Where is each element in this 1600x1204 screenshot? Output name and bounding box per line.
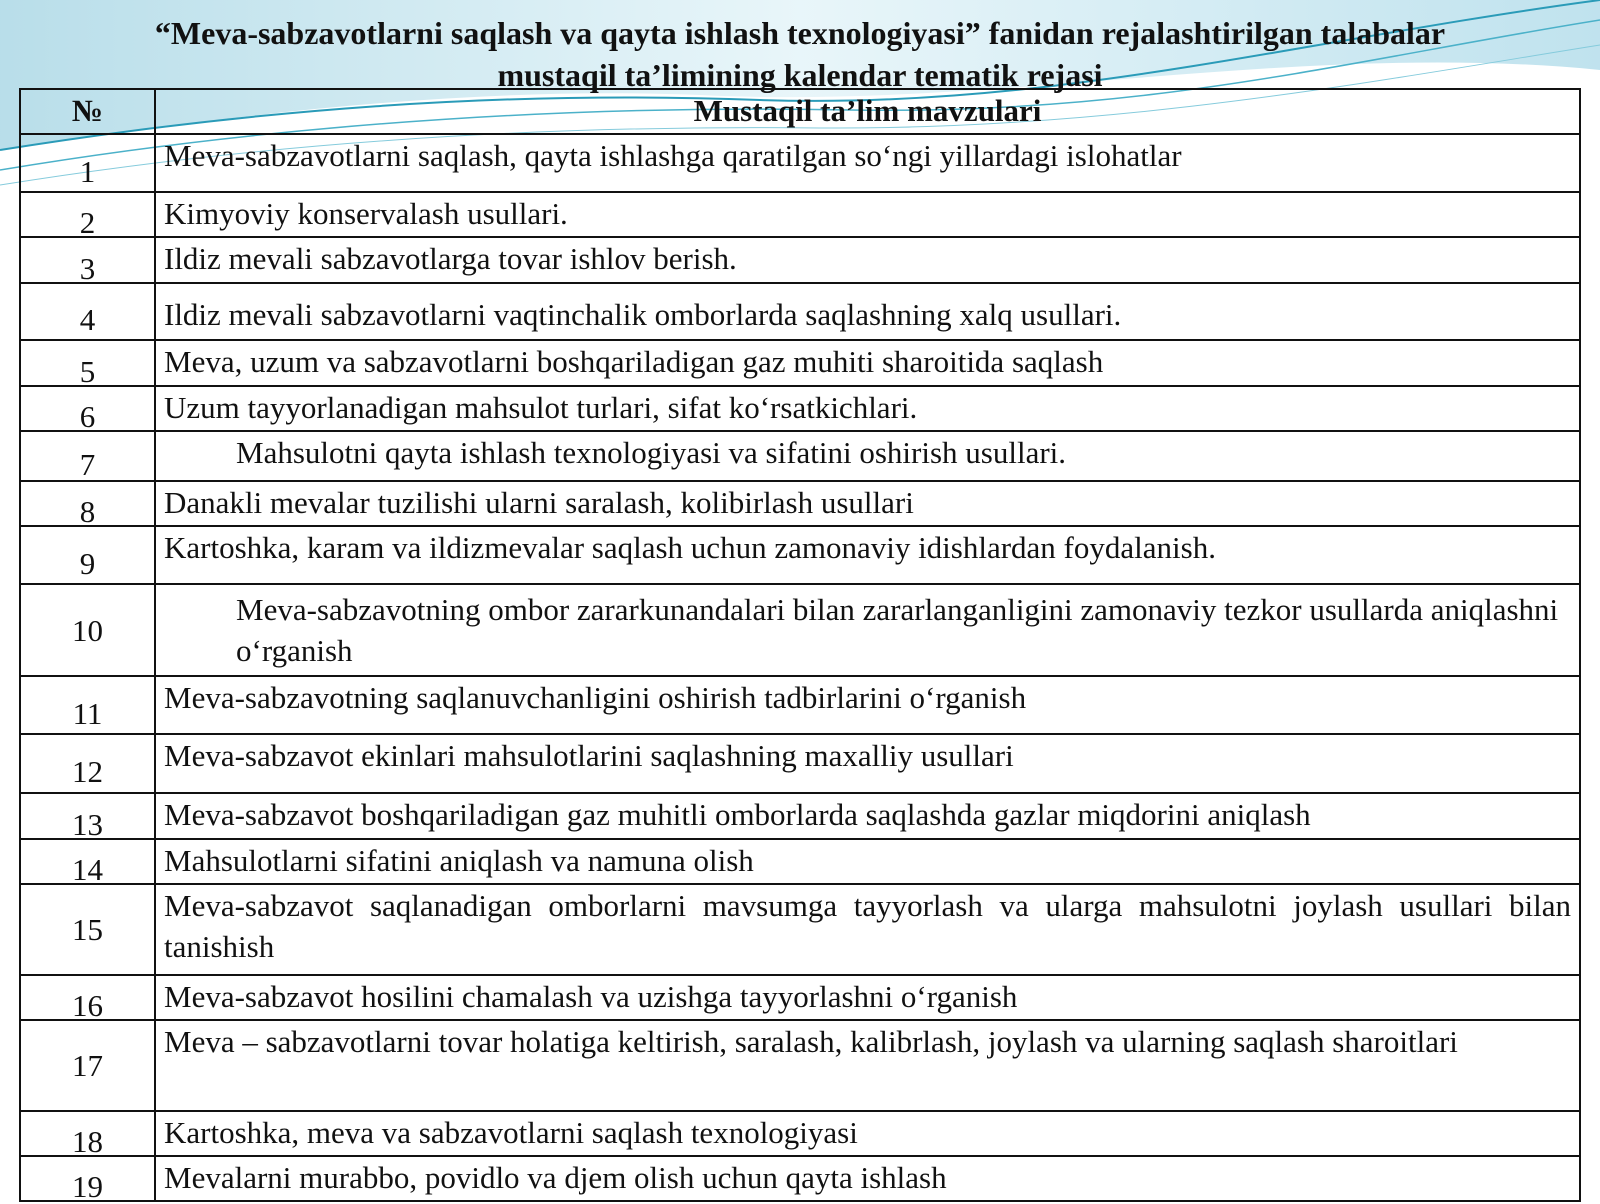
page-title — [0, 12, 1600, 96]
row-topic: Uzum tayyorlanadigan mahsulot turlari, sifat ko‘rsatkichlari. — [155, 386, 1580, 431]
row-number: 17 — [20, 1020, 155, 1111]
table-row — [20, 526, 1580, 584]
row-topic: Mevalarni murabbo, povidlo va djem olish uchun qayta ishlash — [155, 1156, 1580, 1201]
table-row — [20, 283, 1580, 340]
table-row — [20, 839, 1580, 884]
row-topic: Kimyoviy konservalash usullari. — [155, 192, 1580, 237]
row-topic: Danakli mevalar tuzilishi ularni saralash, kolibirlash usullari — [155, 481, 1580, 526]
row-topic: Meva – sabzavotlarni tovar holatiga keltirish, saralash, kalibrlash, joylash va ularning saqlash sharoitlari — [155, 1020, 1580, 1111]
row-topic: Meva-sabzavotlarni saqlash, qayta ishlashga qaratilgan so‘ngi yillardagi islohatlar — [155, 134, 1580, 192]
row-topic: Mahsulotlarni sifatini aniqlash va namuna olish — [155, 839, 1580, 884]
row-number: 15 — [20, 884, 155, 975]
row-number: 3 — [20, 237, 155, 283]
row-number: 7 — [20, 431, 155, 481]
table-row — [20, 1156, 1580, 1201]
row-topic: Ildiz mevali sabzavotlarni vaqtinchalik omborlarda saqlashning xalq usullari. — [155, 283, 1580, 340]
table-row — [20, 1111, 1580, 1156]
row-number: 16 — [20, 975, 155, 1020]
row-number: 10 — [20, 584, 155, 676]
row-number: 6 — [20, 386, 155, 431]
row-topic: Kartoshka, karam va ildizmevalar saqlash uchun zamonaviy idishlardan foydalanish. — [155, 526, 1580, 584]
row-number: 18 — [20, 1111, 155, 1156]
row-number: 9 — [20, 526, 155, 584]
table-row — [20, 584, 1580, 676]
row-number: 13 — [20, 793, 155, 839]
row-number: 14 — [20, 839, 155, 884]
row-number: 11 — [20, 676, 155, 734]
header-number: № — [20, 89, 155, 134]
row-number: 1 — [20, 134, 155, 192]
row-topic: Meva-sabzavot boshqariladigan gaz muhitli omborlarda saqlashda gazlar miqdorini aniqlash — [155, 793, 1580, 839]
table-row — [20, 237, 1580, 283]
table-row — [20, 134, 1580, 192]
row-topic: Meva-sabzavot hosilini chamalash va uzishga tayyorlashni o‘rganish — [155, 975, 1580, 1020]
row-topic: Meva-sabzavotning saqlanuvchanligini oshirish tadbirlarini o‘rganish — [155, 676, 1580, 734]
row-number: 8 — [20, 481, 155, 526]
table-row — [20, 793, 1580, 839]
table-row — [20, 481, 1580, 526]
row-topic: Meva-sabzavot saqlanadigan omborlarni mavsumga tayyorlash va ularga mahsulotni joylash usullari bilan tanishish — [155, 884, 1580, 975]
row-topic: Ildiz mevali sabzavotlarga tovar ishlov berish. — [155, 237, 1580, 283]
table-row — [20, 734, 1580, 793]
row-number: 4 — [20, 283, 155, 340]
table-row — [20, 1020, 1580, 1111]
table-row — [20, 386, 1580, 431]
row-number: 12 — [20, 734, 155, 793]
row-topic: Meva-sabzavot ekinlari mahsulotlarini saqlashning maxalliy usullari — [155, 734, 1580, 793]
row-topic: Mahsulotni qayta ishlash texnologiyasi va sifatini oshirish usullari. — [155, 431, 1580, 481]
header-topic: Mustaqil ta’lim mavzulari — [155, 89, 1580, 134]
row-topic: Kartoshka, meva va sabzavotlarni saqlash texnologiyasi — [155, 1111, 1580, 1156]
table-row — [20, 676, 1580, 734]
table-row — [20, 975, 1580, 1020]
table-row — [20, 884, 1580, 975]
row-number: 19 — [20, 1156, 155, 1201]
row-topic: Meva-sabzavotning ombor zararkunandalari bilan zararlanganligini zamonaviy tezkor usullarda aniqlashni o‘rganish — [155, 584, 1580, 676]
title-line-2: mustaqil ta’limining kalendar tematik rejasi — [497, 57, 1103, 93]
row-number: 5 — [20, 340, 155, 386]
table-row — [20, 431, 1580, 481]
table-row — [20, 192, 1580, 237]
row-number: 2 — [20, 192, 155, 237]
topics-table — [19, 88, 1581, 1202]
table-row — [20, 340, 1580, 386]
row-topic: Meva, uzum va sabzavotlarni boshqariladigan gaz muhiti sharoitida saqlash — [155, 340, 1580, 386]
table-header-row — [20, 89, 1580, 134]
title-line-1: “Meva-sabzavotlarni saqlash va qayta ishlash texnologiyasi” fanidan rejalashtirilgan talabalar — [154, 15, 1446, 51]
